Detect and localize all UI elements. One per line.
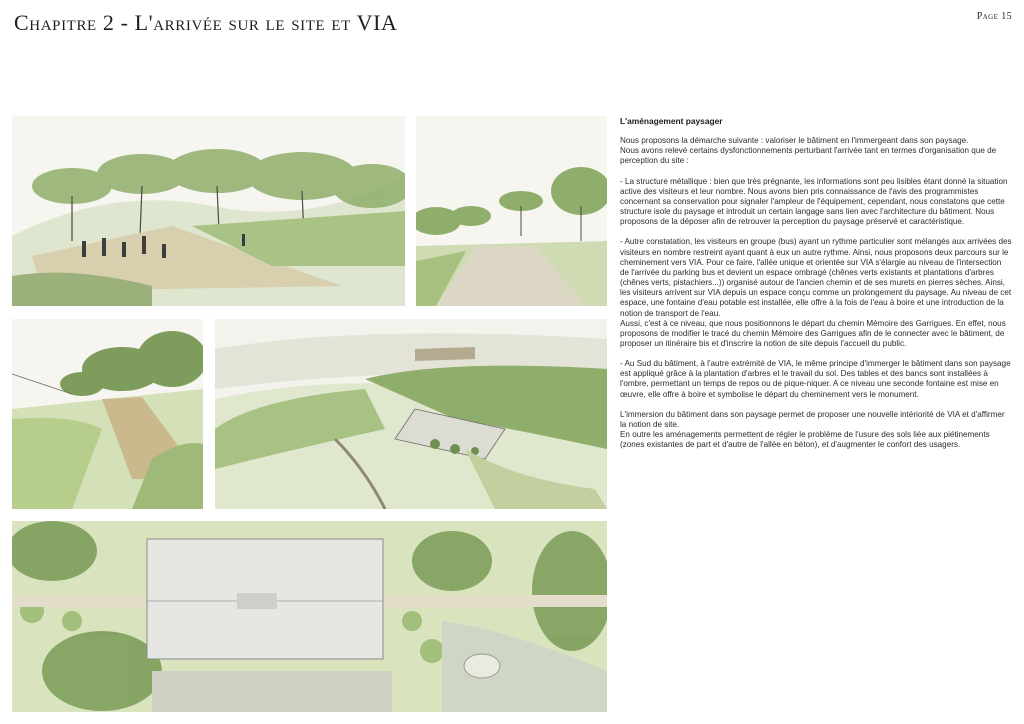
page-number: Page 15 xyxy=(976,11,1012,22)
paragraph: En outre les aménagements permettent de régler le problème de l'usure des sols liée aux piétinements (zones existantes de part et d'autre de l'allée en béton), et d'augmenter le confort des usagers. xyxy=(620,430,990,450)
paragraph-gap xyxy=(620,227,1012,237)
perspective-sketch-icon xyxy=(12,116,405,306)
paragraph: Aussi, c'est à ce niveau, que nous positionnons le départ du chemin Mémoire des Garrigues. En effet, nous proposons de modifier le tracé du chemin Mémoire des Garrigues afin de le connecter avec le bâtiment, de proposer un itinéraire bis et d'inscrire la notion de site depuis l'accueil du public. xyxy=(620,318,1006,348)
paragraph: - La structure métallique : bien que très prégnante, les informations sont peu lisibles étant donné la situation active des visiteurs et leur nombre. Nous avons bien pris connaissance de l'avis des programmistes concernant sa conservation pour signaler l'ampleur de l'équipement, cependant, nous constatons que cette structure isole du paysage et introduit un certain langage sans lien avec l'architecture du bâtiment. Nous proposons de la déposer afin de retrouver la perception du paysage préservé et caractéristique. xyxy=(620,176,1008,227)
paragraph-gap xyxy=(620,349,1012,359)
paragraph: L'immersion du bâtiment dans son paysage permet de proposer une nouvelle intériorité de VIA et d'affirmer la notion de site. xyxy=(620,409,1005,429)
page-title: Chapitre 2 - L'arrivée sur le site et VIA xyxy=(14,10,398,35)
paragraph: - Au Sud du bâtiment, à l'autre extrémité de VIA, le même principe d'immerger le bâtiment dans son paysage est appliqué grâce à la plantation d'arbres et le travail du sol. Des tables et des bancs sont installées à l'ombre, permettant un temps de repos ou de pique-niquer. A ce niveau une seconde fontaine est mise en œuvre, elle offre à boire et symbolise le départ du cheminement vers le monument. xyxy=(620,359,1011,399)
text-column xyxy=(620,116,1012,450)
paragraph-gap xyxy=(620,400,1012,410)
paragraph: - Autre constatation, les visiteurs en groupe (bus) ayant un rythme particulier sont mélangés aux arrivées des visiteurs en nombre restreint ayant quant à eux un autre rythme. Ainsi, nous proposons deux parcours sur le cheminement vers VIA. Pour ce faire, l'allée unique et orientée sur VIA s'élargie au niveau de l'intersection de l'arrivée du parking bus et devient un espace ombragé (chênes verts existants et plantations d'arbres (chênes verts, pistachiers...)) organisé autour de l'ancien chemin et de ses murets en pierres sèches. Ainsi, les visiteurs arrivent sur VIA depuis un espace conçu comme un prolongement du paysage. Au niveau de cet espace, une fontaine d'eau potable est installée, elle offre à la fois de l'eau à boire et une introduction de la notion de transport de l'eau. xyxy=(620,237,1012,318)
site-plan-icon xyxy=(12,521,607,712)
paragraph: Nous proposons la démarche suivante : valoriser le bâtiment en l'immergeant dans son paysage. xyxy=(620,136,969,146)
paragraph-gap xyxy=(620,167,1012,177)
aerial-view-icon xyxy=(215,319,607,509)
section-heading: L'aménagement paysager xyxy=(620,116,723,126)
paragraph: Nous avons relevé certains dysfonctionnements perturbant l'arrivée tant en termes d'organisation que de perception du site : xyxy=(620,146,997,166)
allee-perspective-icon xyxy=(416,116,607,306)
garrigue-path-sketch-icon xyxy=(12,319,203,509)
